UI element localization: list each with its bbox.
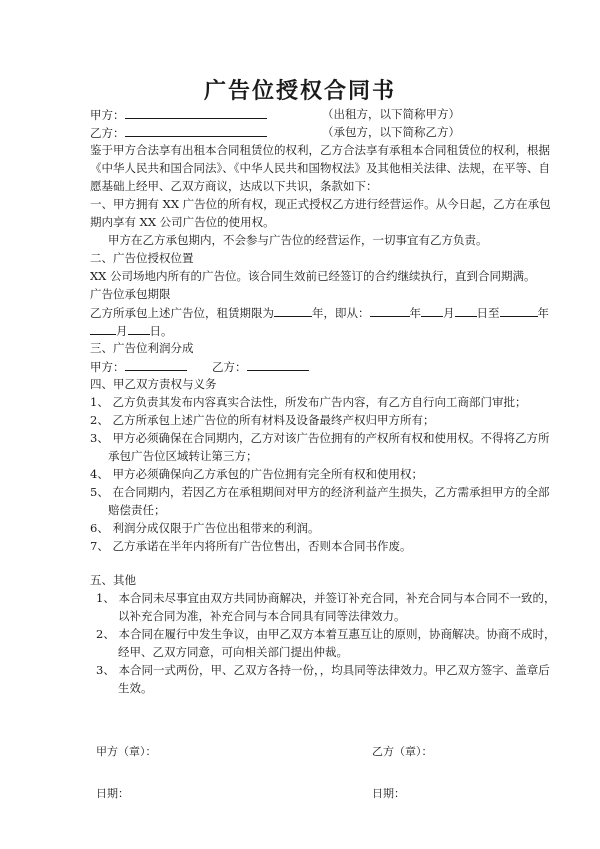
preamble-line: 鉴于甲方合法享有出租本合同租赁位的权利，乙方合法享有承租本合同租赁位的权利，根据 [90, 143, 550, 157]
lease-text: 月 [443, 306, 455, 320]
lease-text: 月 [116, 324, 128, 338]
section5-item: 以补充合同为准，补充合同与本合同具有同等法律效力。 [118, 609, 406, 623]
section2-title: 二、广告位授权位置 [90, 251, 194, 265]
section4-item: 4、 甲方必须确保向乙方承包的广告位拥有完全所有权和使用权； [90, 467, 423, 481]
section1-line: 期内享有 XX 公司广告位的使用权。 [90, 215, 275, 229]
share-b-line [212, 358, 309, 375]
party-b-line [90, 124, 267, 141]
start-day-blank[interactable] [455, 304, 477, 317]
section5-title: 五、其他 [90, 573, 136, 587]
section1-line: 甲方在乙方承包期内，不会参与广告位的经营运作，一切事宜有乙方负责。 [108, 233, 488, 247]
section5-item: 1、 本合同未尽事宜由双方共同协商解决，并签订补充合同，补充合同与本合同不一致的， [96, 591, 556, 605]
party-a-line [90, 106, 267, 123]
preamble-line: 愿基础上经甲、乙双方商议，达成以下共识，条款如下： [90, 179, 378, 193]
section4-item: 6、 利润分成仅限于广告位出租带来的利润。 [90, 521, 320, 535]
party-a-note: （出租方，以下简称甲方） [322, 107, 460, 121]
lease-text: 日至 [476, 306, 500, 320]
party-a-seal-label: 甲方（章）： [96, 745, 157, 758]
preamble-line: 《中华人民共和国合同法》、《中华人民共和国物权法》及其他相关法律、法规，在平等、自 [90, 161, 550, 175]
section5-item: 生效。 [118, 681, 153, 695]
share-a-label: 甲方： [90, 360, 125, 374]
section3-title: 三、广告位利润分成 [90, 341, 194, 355]
section4-item: 2、 乙方所承包上述广告位的所有材料及设备最终产权归甲方所有； [90, 413, 435, 427]
party-b-seal-label: 乙方（章）： [372, 745, 433, 758]
section5-item: 3、 本合同一式两份，甲、乙双方各持一份，，均具同等法律效力。甲乙双方签字、盖章后 [96, 663, 550, 677]
lease-years-blank[interactable] [274, 304, 312, 317]
lease-text: 日。 [149, 324, 173, 338]
section4-item: 3、 甲方必须确保在合同期内，乙方对该广告位拥有的产权所有权和使用权。不得将乙方所 [90, 431, 550, 445]
share-a-blank[interactable] [125, 358, 187, 371]
end-month-blank[interactable] [90, 322, 116, 335]
lease-line [90, 322, 173, 339]
section4-title: 四、甲乙双方责权与义务 [90, 377, 217, 391]
lease-text: 乙方所承包上述广告位，租赁期限为 [90, 306, 274, 320]
lease-text: 年， [312, 306, 335, 320]
section1-line: 一、甲方拥有 XX 广告位的所有权，现正式授权乙方进行经营运作。从今日起，乙方在承包 [90, 197, 551, 211]
lease-text: 年 [409, 306, 421, 320]
party-a-label: 甲方： [90, 108, 125, 122]
lease-line [90, 304, 549, 321]
end-day-blank[interactable] [128, 322, 150, 335]
document-title: 广告位授权合同书 [203, 79, 396, 104]
end-year-blank[interactable] [500, 304, 538, 317]
section5-item: 2、 本合同在履行中发生争议，由甲乙双方本着互惠互让的原则，协商解决。协商不成时， [96, 627, 556, 641]
section4-item: 7、 乙方承诺在半年内将所有广告位售出，否则本合同书作废。 [90, 539, 412, 553]
section4-item: 赔偿责任； [108, 503, 166, 517]
party-a-blank[interactable] [125, 106, 267, 119]
section5-item: 经甲、乙双方同意，可向相关部门提出仲裁。 [118, 645, 348, 659]
party-b-note: （承包方，以下简称乙方） [322, 125, 460, 139]
party-b-label: 乙方： [90, 126, 125, 140]
section4-item: 5、 在合同期内，若因乙方在承租期间对甲方的经济利益产生损失，乙方需承担甲方的全部 [90, 485, 550, 499]
start-year-blank[interactable] [370, 304, 410, 317]
section4-item: 承包广告位区域转让第三方； [108, 449, 258, 463]
lease-title: 广告位承包期限 [90, 287, 171, 301]
party-a-date-label: 日期： [96, 787, 129, 800]
section4-item: 1、 乙方负责其发布内容真实合法性，所发布广告内容，有乙方自行向工商部门审批； [90, 395, 527, 409]
start-month-blank[interactable] [421, 304, 443, 317]
party-b-date-label: 日期： [372, 787, 405, 800]
share-b-label: 乙方： [212, 360, 247, 374]
lease-text: 即从： [335, 306, 370, 320]
share-b-blank[interactable] [247, 358, 309, 371]
lease-text: 年 [537, 306, 549, 320]
share-a-line [90, 358, 187, 375]
section2-text: XX 公司场地内所有的广告位。该合同生效前已经签订的合约继续执行，直到合同期满。 [90, 269, 536, 283]
party-b-blank[interactable] [125, 124, 267, 137]
